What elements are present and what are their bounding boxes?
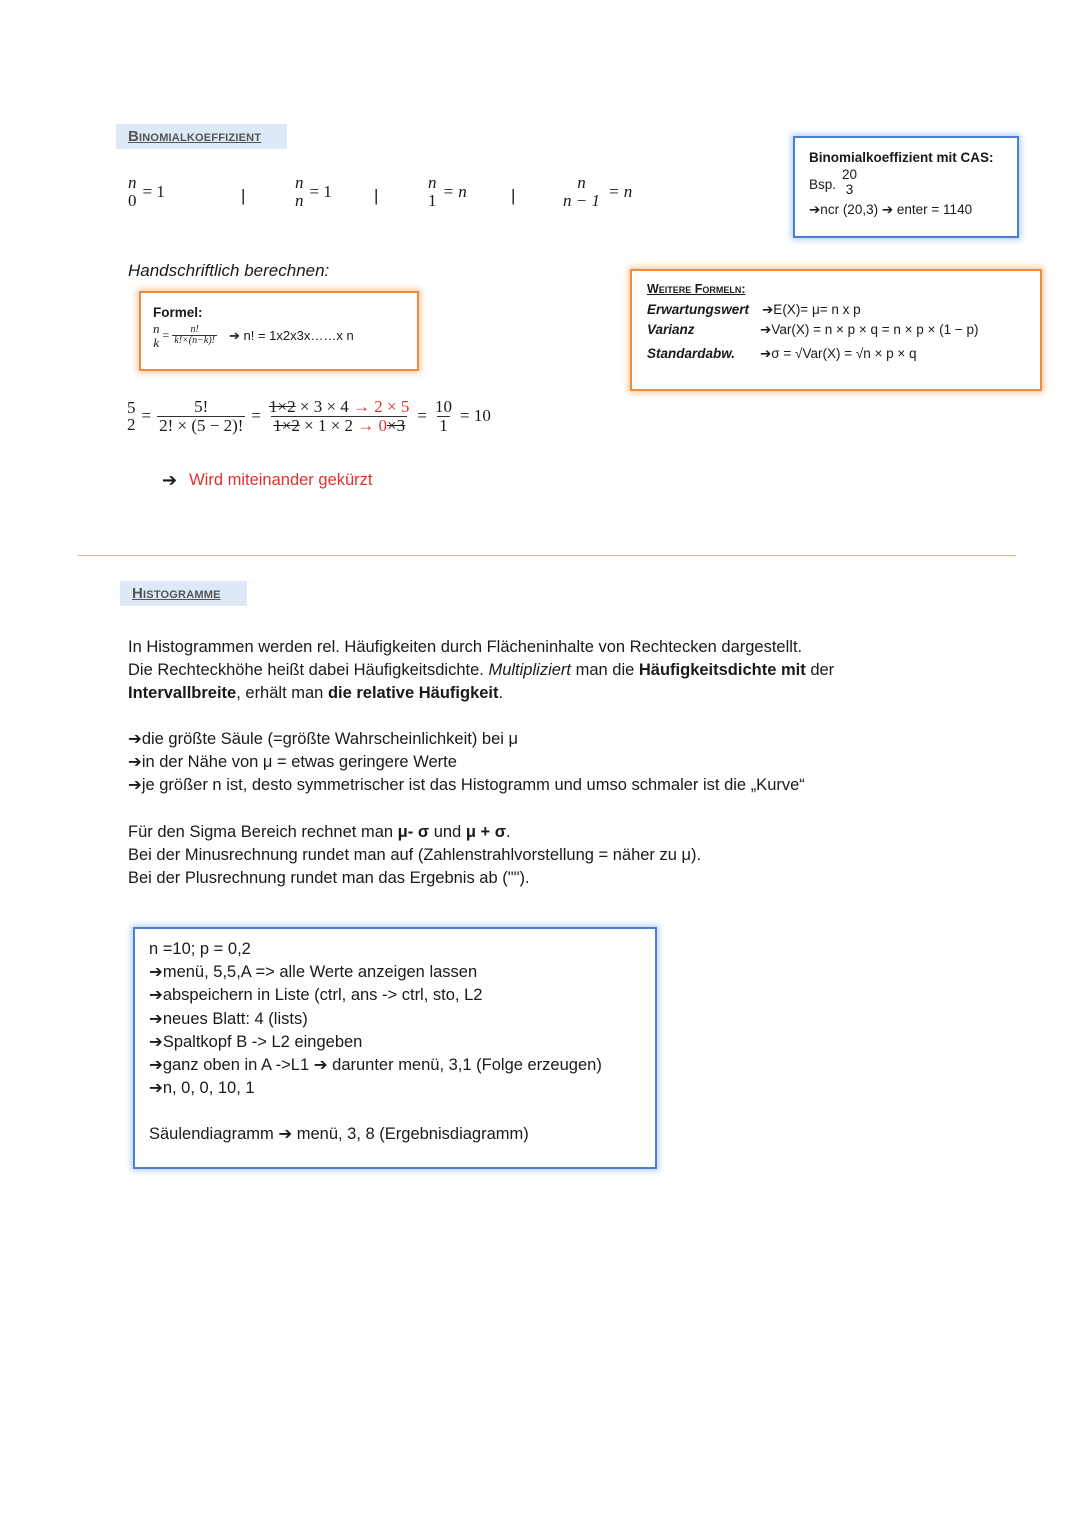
section-heading-binomial: Binomialkoeffizient (116, 124, 287, 149)
list-item: ➔ganz oben in A ->L1 ➔ darunter menü, 3,1 (Folge erzeugen) (149, 1056, 602, 1075)
formula-box (139, 291, 419, 371)
formula-std-dev: ➔σ = √Var(X) = √n × p × q (760, 346, 917, 361)
binomial-identity-3: n 1 = n (428, 173, 467, 210)
cas-histogram-box (133, 927, 657, 1169)
cas-bsp-binom: 20 3 (842, 167, 858, 197)
label-std-dev: Standardabw. (647, 346, 736, 361)
label-expected-value: Erwartungswert (647, 302, 750, 317)
cas-bsp-label: Bsp. (809, 177, 837, 192)
further-formulas-title: Weitere Formeln: (647, 282, 746, 296)
formula-expected-value: ➔E(X)= μ= n x p (762, 302, 861, 317)
arrow-right-icon: ➔ (162, 470, 178, 490)
list-item: ➔abspeichern in Liste (ctrl, ans -> ctrl, sto, L2 (149, 986, 483, 1005)
list-item: ➔menü, 5,5,A => alle Werte anzeigen lassen (149, 963, 478, 982)
cancellation-fraction: $\frac{1\times 2 \times 3 \times 4 \to 2 \times 5}{1\times 2 \times 1 \times 2 \to 0\times 3}$ (269, 397, 410, 435)
cas-box-title: Binomialkoeffizient mit CAS: (809, 150, 994, 165)
list-item: ➔die größte Säule (=größte Wahrscheinlichkeit) bei μ (128, 730, 519, 748)
histogram-bullets (128, 728, 1048, 798)
handwritten-label: Handschriftlich berechnen: (128, 261, 330, 280)
list-item: ➔Spaltkopf B -> L2 eingeben (149, 1032, 363, 1051)
formula-variance: ➔Var(X) = n × p × q = n × p × (1 − p) (760, 322, 979, 337)
list-item: n =10; p = 0,2 (149, 940, 251, 958)
cas-command-line: ➔ncr (20,3) ➔ enter = 1140 (809, 202, 973, 217)
cas-binomial-box (793, 136, 1019, 238)
further-formulas-box (630, 269, 1042, 391)
binomial-identity-4: n n − 1 = n (563, 173, 633, 210)
section-heading-histogram: Histogramme (120, 581, 247, 606)
list-item: ➔in der Nähe von μ = etwas geringere Werte (128, 753, 457, 772)
cas-steps (149, 938, 602, 1100)
list-item: ➔neues Blatt: 4 (lists) (149, 1009, 308, 1028)
section-divider (78, 555, 1016, 556)
cas-footer: Säulendiagramm ➔ menü, 3, 8 (Ergebnisdiagramm) (149, 1125, 529, 1143)
list-item: ➔je größer n ist, desto symmetrischer ist das Histogramm und umso schmaler ist die „Kurve“ (128, 776, 805, 795)
list-item: ➔n, 0, 0, 10, 1 (149, 1079, 255, 1098)
histogram-intro: In Histogrammen werden rel. Häufigkeiten durch Flächeninhalte von Rechtecken dargestellt. Die Rechteckhöhe heißt dabei Häufigkeitsdichte. Multipliziert man die Häufigkeitsdichte mit der Intervallbreite, erhält man die relative Häufigkeit. (128, 638, 835, 703)
label-variance: Varianz (647, 322, 695, 337)
separator: | (511, 186, 516, 205)
cancel-note: ➔ Wird miteinander gekürzt (162, 470, 373, 490)
separator: | (374, 186, 379, 205)
formula-expression: n k = $\frac{n!}{k!\times(n-k)!}$ ➔ n! = 1x2x3x……x n (153, 321, 354, 350)
binomial-identity-1: n 0 = 1 (128, 173, 165, 210)
worked-example: 5 2 = $\frac{5!}{2! \times (5 - 2)!}$ = $\frac{1\times 2 \times 3 \times 4 \to 2 \times 5}{1\times 2 \times 1 \times 2 \to 0\times 3}$ = $\frac{10}{1}$ = 10 (127, 397, 491, 435)
separator: | (241, 186, 246, 205)
binomial-identity-2: n n = 1 (295, 173, 332, 210)
sigma-paragraph: Für den Sigma Bereich rechnet man μ- σ und μ + σ. Bei der Minusrechnung rundet man auf (Zahlenstrahlvorstellung = näher zu μ). Bei der Plusrechnung rundet man das Ergebnis ab (""). (128, 823, 702, 888)
formula-title: Formel: (153, 305, 203, 320)
